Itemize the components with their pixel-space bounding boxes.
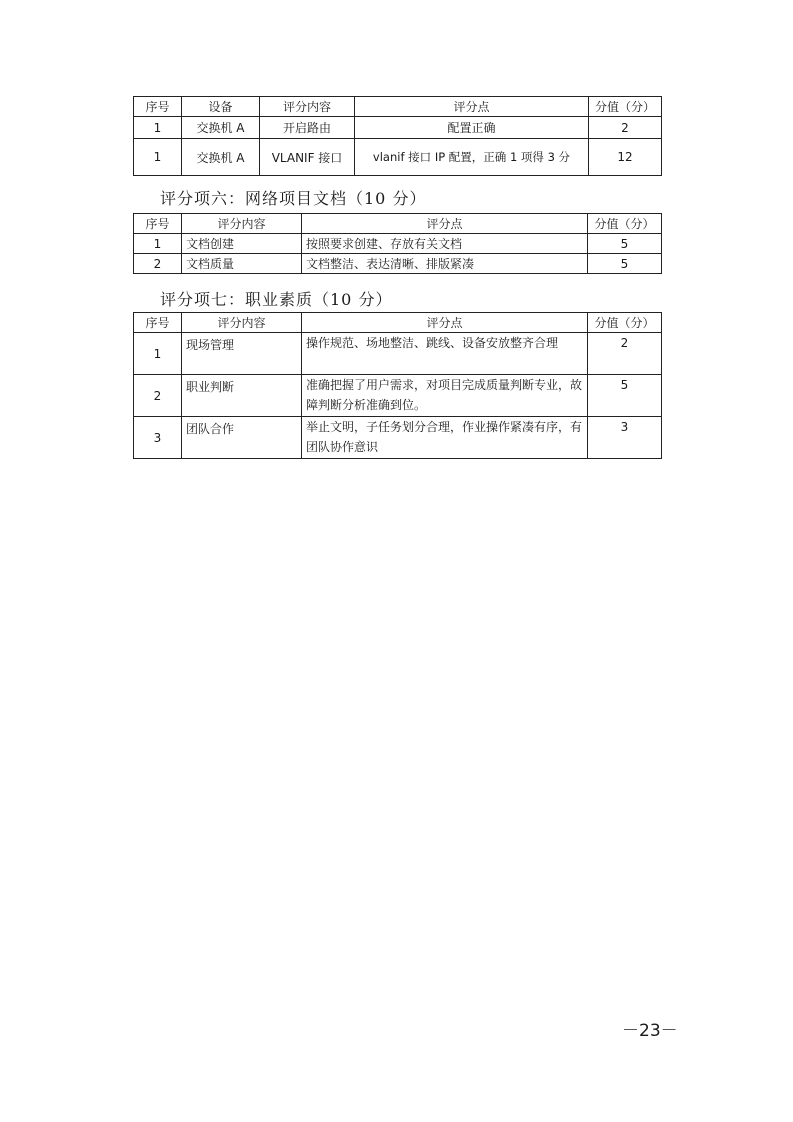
content-cell: 开启路由 bbox=[260, 117, 355, 139]
table-row bbox=[134, 117, 662, 139]
score-cell: 12 bbox=[589, 139, 662, 176]
header-cell: 设备 bbox=[182, 97, 260, 117]
header-cell: 序号 bbox=[134, 313, 182, 333]
table-row bbox=[134, 139, 662, 176]
table-header-row bbox=[134, 313, 662, 333]
criteria-cell bbox=[302, 375, 588, 417]
scoring-table-documentation bbox=[133, 213, 662, 274]
header-cell: 序号 bbox=[134, 214, 182, 234]
header-cell: 分值（分） bbox=[588, 214, 662, 234]
score-cell: 5 bbox=[588, 234, 662, 254]
score-cell: 2 bbox=[589, 117, 662, 139]
row-number: 2 bbox=[134, 254, 182, 274]
criteria-text: 举止文明，子任务划分合理，作业操作紧凑有序，有团队协作意识 bbox=[306, 420, 583, 454]
content-cell: 现场管理 bbox=[182, 333, 302, 375]
section-heading-seven: 评分项七：职业素质（10 分） bbox=[160, 290, 393, 309]
row-number: 2 bbox=[134, 375, 182, 417]
section-heading-six: 评分项六：网络项目文档（10 分） bbox=[160, 189, 427, 208]
criteria-cell bbox=[302, 417, 588, 459]
criteria-cell: 文档整洁、表达清晰、排版紧凑 bbox=[302, 254, 588, 274]
header-cell: 评分点 bbox=[302, 214, 588, 234]
row-number: 1 bbox=[134, 333, 182, 375]
header-cell: 评分内容 bbox=[182, 214, 302, 234]
content-cell: 文档质量 bbox=[182, 254, 302, 274]
table-row bbox=[134, 375, 662, 417]
device-cell: 交换机 A bbox=[182, 117, 260, 139]
row-number: 1 bbox=[134, 139, 182, 176]
scoring-table-devices bbox=[133, 96, 662, 176]
score-cell: 5 bbox=[588, 254, 662, 274]
table-row bbox=[134, 417, 662, 459]
header-cell: 评分点 bbox=[355, 97, 589, 117]
header-cell: 评分内容 bbox=[182, 313, 302, 333]
table-row bbox=[134, 254, 662, 274]
content-cell: 职业判断 bbox=[182, 375, 302, 417]
table-header-row bbox=[134, 97, 662, 117]
table-row bbox=[134, 333, 662, 375]
header-cell: 评分内容 bbox=[260, 97, 355, 117]
criteria-cell bbox=[302, 333, 588, 375]
criteria-cell: 按照要求创建、存放有关文档 bbox=[302, 234, 588, 254]
table-header-row bbox=[134, 214, 662, 234]
content-cell: 团队合作 bbox=[182, 417, 302, 459]
score-cell: 3 bbox=[588, 417, 662, 459]
table-row bbox=[134, 234, 662, 254]
row-number: 1 bbox=[134, 117, 182, 139]
device-cell: 交换机 A bbox=[182, 139, 260, 176]
content-cell: VLANIF 接口 bbox=[260, 139, 355, 176]
row-number: 1 bbox=[134, 234, 182, 254]
scoring-table-professionalism bbox=[133, 312, 662, 459]
criteria-text: 准确把握了用户需求，对项目完成质量判断专业，故障判断分析准确到位。 bbox=[306, 378, 583, 412]
header-cell: 分值（分） bbox=[588, 313, 662, 333]
page-number: －23－ bbox=[622, 1021, 678, 1041]
header-cell: 序号 bbox=[134, 97, 182, 117]
score-cell: 2 bbox=[588, 333, 662, 375]
score-cell: 5 bbox=[588, 375, 662, 417]
criteria-cell: 配置正确 bbox=[355, 117, 589, 139]
content-cell: 文档创建 bbox=[182, 234, 302, 254]
row-number: 3 bbox=[134, 417, 182, 459]
header-cell: 分值（分） bbox=[589, 97, 662, 117]
criteria-text: 操作规范、场地整洁、跳线、设备安放整齐合理 bbox=[306, 336, 559, 350]
criteria-cell: vlanif 接口 IP 配置，正确 1 项得 3 分 bbox=[355, 139, 589, 176]
header-cell: 评分点 bbox=[302, 313, 588, 333]
